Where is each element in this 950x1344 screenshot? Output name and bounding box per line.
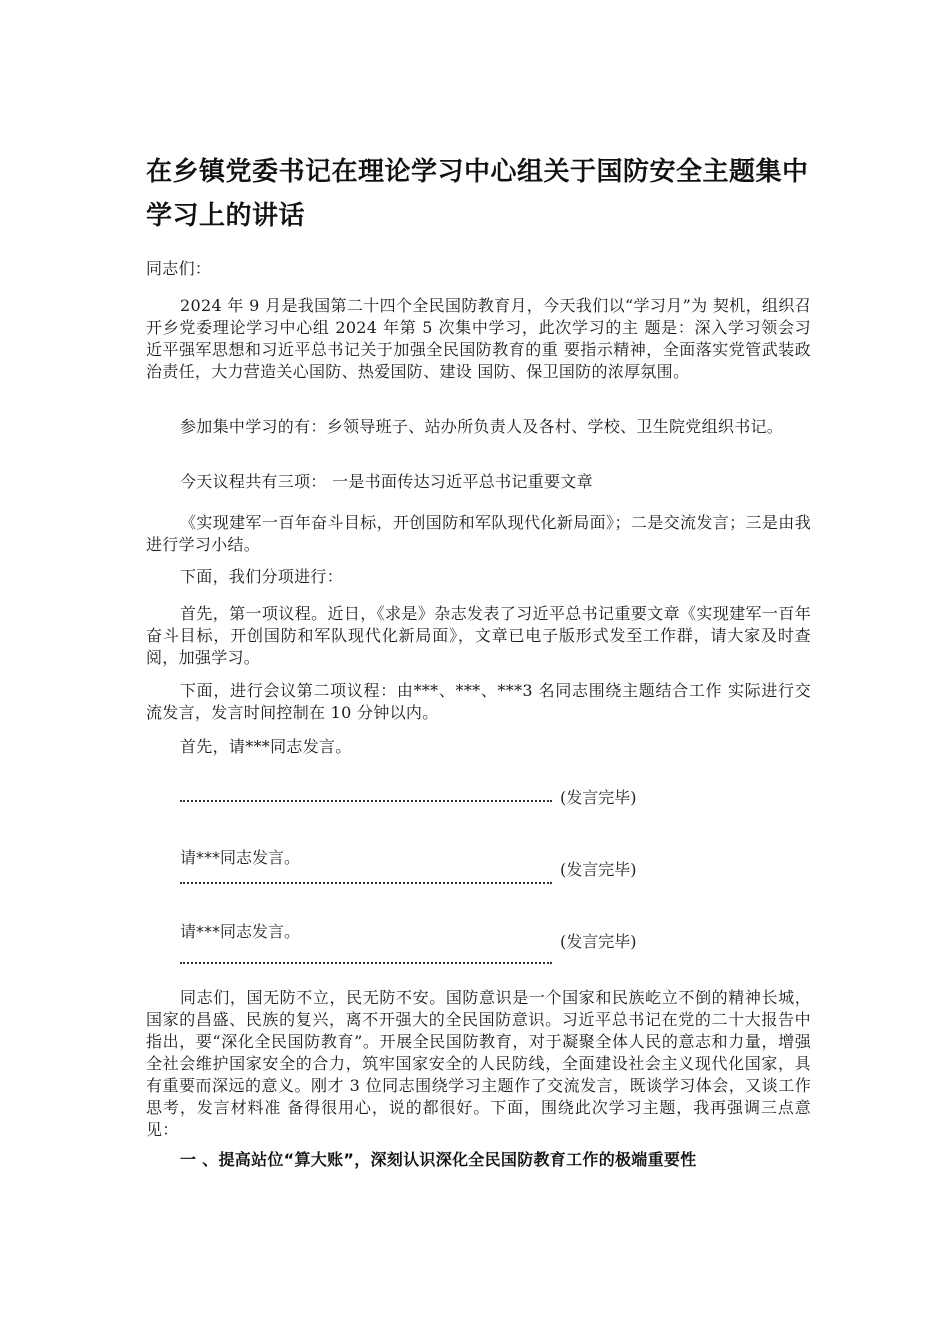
paragraph-first-speaker: 首先，请***同志发言。 — [180, 737, 352, 756]
document-title: 在乡镇党委书记在理论学习中心组关于国防安全主题集中学习上的讲话 — [146, 157, 809, 231]
dotted-line — [180, 882, 552, 884]
speech-done-label: (发言完毕) — [560, 788, 637, 807]
speech-done-label: (发言完毕) — [560, 860, 637, 879]
paragraph-agenda-items: 《实现建军一百年奋斗目标，开创国防和军队现代化新局面》；二是交流发言；三是由我进行学习小结。 — [146, 513, 811, 554]
paragraph-intro: 2024 年 9 月是我国第二十四个全民国防教育月，今天我们以“学习月”为 契机，组织召开乡党委理论学习中心组 2024 年第 5 次集中学习，此次学习的主 题是：深入学习领会习近平强军思想和习近平总书记关于加强全民国防教育的重 要指示精神，全面落实党管武装政治责任，大力营造关心国防、热爱国防、建设 国防、保卫国防的浓厚氛围。 — [146, 296, 811, 381]
speech-row — [180, 786, 660, 826]
greeting: 同志们： — [146, 259, 212, 278]
paragraph-item-two: 下面，进行会议第二项议程：由***、***、***3 名同志围绕主题结合工作 实际进行交流发言，发言时间控制在 10 分钟以内。 — [146, 681, 811, 722]
paragraph-proceed: 下面，我们分项进行： — [180, 567, 344, 586]
speech-request-label: 请***同志发言。 — [180, 848, 301, 867]
paragraph-agenda: 今天议程共有三项： 一是书面传达习近平总书记重要文章 — [180, 472, 593, 491]
speech-request-label: 请***同志发言。 — [180, 922, 301, 941]
speech-done-label: (发言完毕) — [560, 932, 637, 951]
paragraph-item-one: 首先，第一项议程。近日，《求是》杂志发表了习近平总书记重要文章《实现建军一百年奋斗目标，开创国防和军队现代化新局面》，文章已电子版形式发至工作群，请大家及时查阅，加强学习。 — [146, 604, 811, 667]
paragraph-closing: 同志们，国无防不立，民无防不安。国防意识是一个国家和民族屹立不倒的精神长城，国家的昌盛、民族的复兴，离不开强大的全民国防意识。习近平总书记在党的二十大报告中指出，要“深化全民国防教育”。开展全民国防教育，对于凝聚全体人民的意志和力量，增强全社会维护国家安全的合力，筑牢国家安全的人民防线，全面建设社会主义现代化国家，具有重要而深远的意义。刚才 3 位同志围绕学习主题作了交流发言，既谈学习体会，又谈工作思考，发言材料准 备得很用心，说的都很好。下面，围绕此次学习主题，我再强调三点意见： — [146, 988, 811, 1139]
speech-row — [180, 920, 660, 960]
speech-row — [180, 846, 660, 886]
section-heading: 一 、提高站位“算大账”，深刻认识深化全民国防教育工作的极端重要性 — [180, 1150, 697, 1169]
paragraph-participants: 参加集中学习的有：乡领导班子、站办所负责人及各村、学校、卫生院党组织书记。 — [180, 417, 784, 436]
dotted-line — [180, 962, 552, 964]
dotted-line — [180, 800, 552, 802]
